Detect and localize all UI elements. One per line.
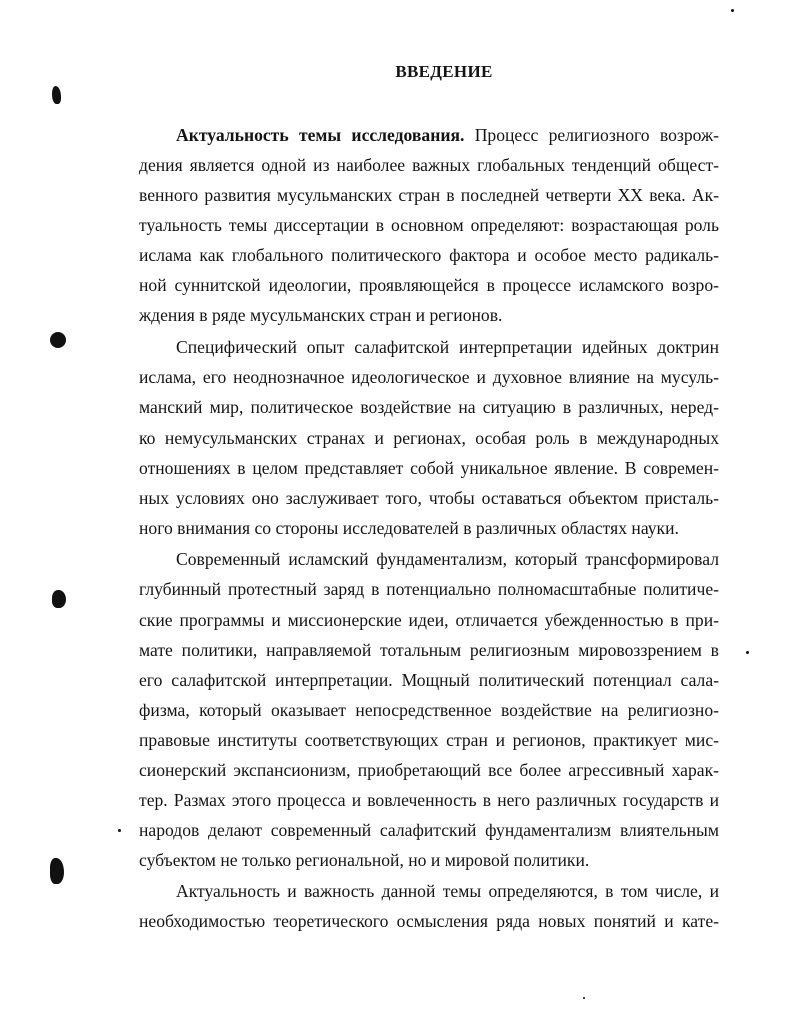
scan-speck <box>583 997 585 999</box>
text-line: Современный исламский фундаментализм, который трансформировал <box>176 549 719 569</box>
text-line: ной суннитской идеологии, проявляющейся в процессе исламского возро- <box>139 275 719 295</box>
scan-speck <box>118 829 121 832</box>
text-line: Актуальность и важность данной темы определяются, в том числе, и <box>176 881 719 901</box>
text-line: ко немусульманских странах и регионах, особая роль в международных <box>139 428 719 448</box>
text-line: дения является одной из наиболее важных глобальных тенденций общест- <box>139 155 719 175</box>
page-title: ВВЕДЕНИЕ <box>395 62 493 81</box>
text-line: глубинный протестный заряд в потенциально полномасштабные политиче- <box>139 579 719 599</box>
text-line: сионерский экспансионизм, приобретающий все более агрессивный харак- <box>139 760 719 780</box>
text-line: ислама как глобального политического фактора и особое место радикаль- <box>139 245 719 265</box>
text-line: ного внимания со стороны исследователей в различных областях науки. <box>139 518 679 538</box>
scan-speck <box>50 332 66 348</box>
text-line: тер. Размах этого процесса и вовлеченность в него различных государств и <box>139 790 719 810</box>
text-line: ислама, его неоднозначное идеологическое и духовное влияние на мусуль- <box>139 367 719 387</box>
text-line: ские программы и миссионерские идеи, отличается убежденностью в при- <box>139 610 719 630</box>
text-line: туальность темы диссертации в основном определяют: возрастающая роль <box>139 215 719 235</box>
text-line: венного развития мусульманских стран в последней четверти XX века. Ак- <box>139 185 719 205</box>
scan-speck <box>52 590 66 608</box>
text-line: необходимостью теоретического осмысления ряда новых понятий и кате- <box>139 911 719 931</box>
text-line: народов делают современный салафитский фундаментализм влиятельным <box>139 820 719 840</box>
text-line: ных условиях оно заслуживает того, чтобы оставаться объектом присталь- <box>139 488 719 508</box>
text-line: Специфический опыт салафитской интерпретации идейных доктрин <box>176 337 719 357</box>
text-line: его салафитской интерпретации. Мощный политический потенциал сала- <box>139 670 719 690</box>
text-line: мате политики, направляемой тотальным религиозным мировоззрением в <box>139 640 719 660</box>
paragraph-lead: Актуальность темы исследования. <box>176 125 465 145</box>
scan-speck <box>746 651 749 654</box>
text-line: ждения в ряде мусульманских стран и регионов. <box>139 305 503 325</box>
text-line: отношениях в целом представляет собой уникальное явление. В современ- <box>139 458 719 478</box>
scan-speck <box>52 86 61 104</box>
scan-speck <box>50 858 64 884</box>
text-line: Актуальность темы исследования. Процесс религиозного возрож- <box>176 125 719 145</box>
scan-speck <box>731 9 734 12</box>
text-line: правовые институты соответствующих стран и регионов, практикует мис- <box>139 730 719 750</box>
text-line: физма, который оказывает непосредственное воздействие на религиозно- <box>139 700 719 720</box>
text-line: субъектом не только региональной, но и мировой политики. <box>139 850 590 870</box>
text-line: манский мир, политическое воздействие на ситуацию в различных, неред- <box>139 397 719 417</box>
